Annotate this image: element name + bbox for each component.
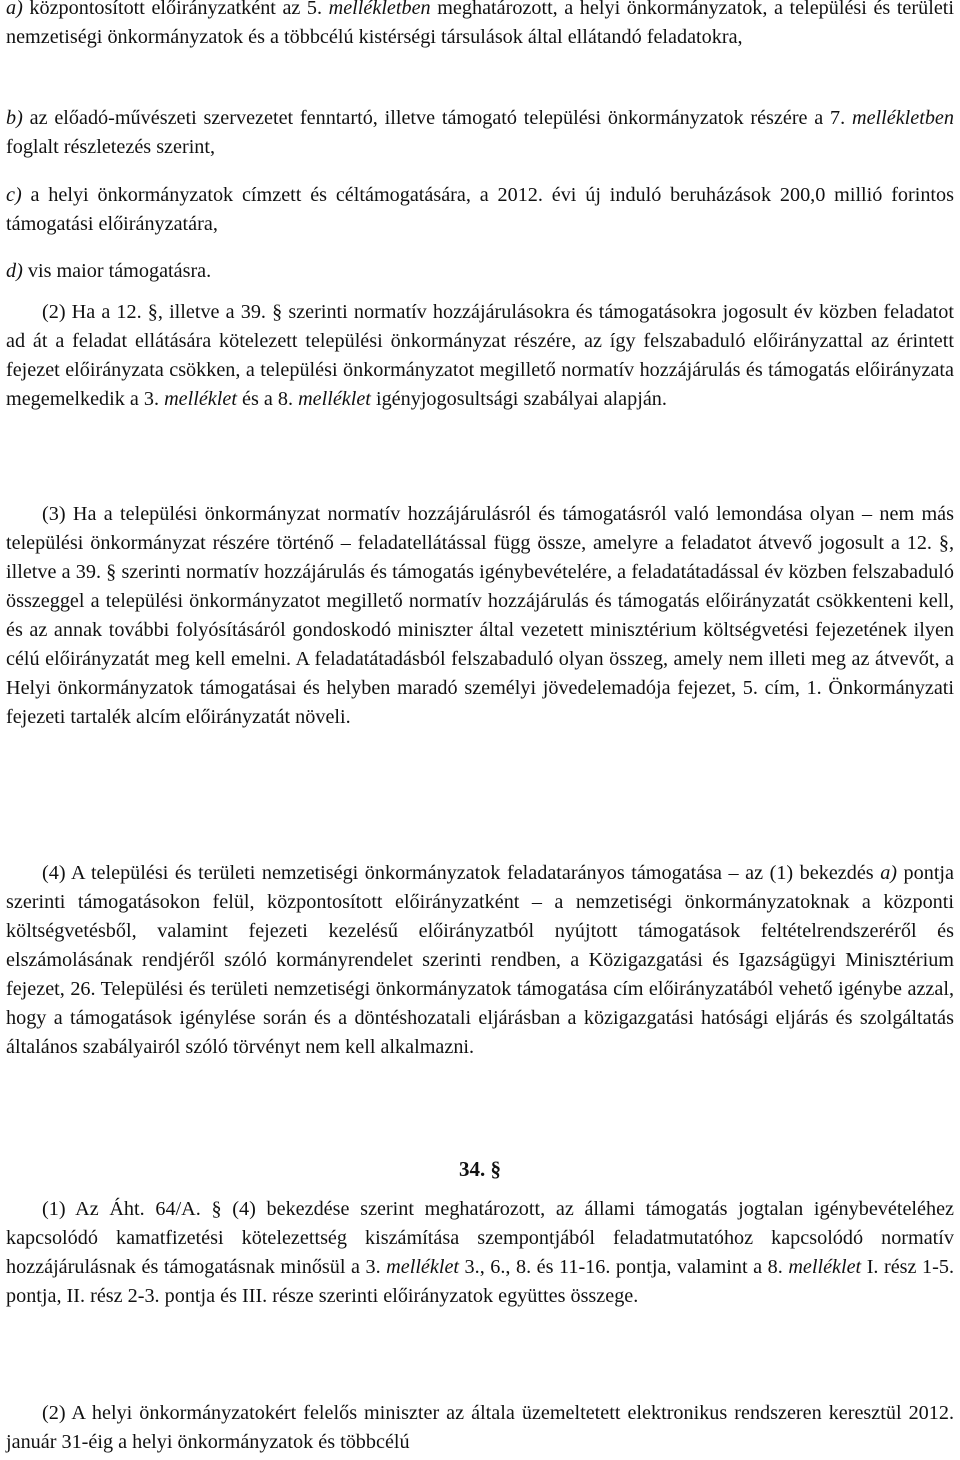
section-34-paragraph-1	[6, 1195, 954, 1311]
list-marker: c)	[6, 184, 22, 206]
body-text: (3) Ha a települési önkormányzat normatív hozzájárulásról és támogatásról való lemondása olyan – nem más települési önkormányzat részére történő – feladatellátással függ össze, amelyre a feladatot átvevő jogosult a 12. §, illetve a 39. § szerinti normatív hozzájárulás és támogatás igénybevételére, a feladatátadással év közben felszabaduló összeggel a települési önkormányzatot megillető normatív hozzájárulás és támogatás előirányzatát csökkenteni kell, és az annak további folyósításáról gondoskodó miniszter által vezetett minisztérium költségvetési fejezetének ilyen célú előirányzatát meg kell emelni. A feladatátadásból felszabaduló olyan összeg, amely nem illeti meg az átvevőt, a Helyi önkormányzatok támogatásai és helyben maradó személyi jövedelemadója fejezet, 5. cím, 1. Önkormányzati fejezeti tartalék alcím előirányzatát növeli.	[6, 503, 954, 728]
italic-text: melléklet	[298, 388, 371, 410]
body-text: és a 8.	[236, 388, 299, 410]
body-text: (4) A települési és területi nemzetiségi önkormányzatok feladatarányos támogatása – az (1) bekezdés	[42, 862, 881, 884]
body-text: az előadó-művészeti szervezetet fenntartó, illetve támogató települési önkormányzatok részére a 7.	[22, 107, 852, 129]
body-text: (2) A helyi önkormányzatokért felelős miniszter az általa üzemeltetett elektronikus rendszeren keresztül 2012. január 31-éig a helyi önkormányzatok és többcélú	[6, 1402, 954, 1453]
body-text: meghatározott, a helyi önkormányzatok, a települési és területi nemzetiségi önkormányzatok és a többcélú kistérségi társulások által ellátandó feladatokra,	[6, 0, 954, 48]
italic-text: melléklet	[788, 1256, 862, 1278]
italic-text: melléklet	[386, 1256, 460, 1278]
section-heading: 34. §	[459, 1157, 501, 1181]
italic-text: mellékletben	[328, 0, 431, 19]
section-34-paragraph-2	[6, 1399, 954, 1457]
list-item-a	[6, 0, 954, 52]
body-text: (1) Az Áht. 64/A. § (4) bekezdése szerint meghatározott, az állami támogatás jogtalan igénybevételéhez kapcsolódó kamatfizetési kötelezettség kiszámítása szempontjából feladatmutatóhoz kapcsolódó normatív hozzájárulásnak és támogatásnak minősül a 3.	[6, 1198, 954, 1278]
body-text: a helyi önkormányzatok címzett és céltámogatására, a 2012. évi új induló beruházások 200,0 millió forintos támogatási előirányzatára,	[6, 184, 954, 235]
body-text: vis maior támogatásra.	[22, 260, 212, 282]
paragraph-4	[6, 859, 954, 1062]
list-marker: a)	[6, 0, 23, 19]
body-text: központosított előirányzatként az 5.	[22, 0, 329, 19]
body-text: I. rész 1-5. pontja, II. rész 2-3. pontja és III. része szerinti előirányzatok együttes összege.	[6, 1256, 954, 1307]
paragraph-3	[6, 500, 954, 732]
paragraph-2	[6, 298, 954, 414]
body-text: (2) Ha a 12. §, illetve a 39. § szerinti normatív hozzájárulásokra és támogatásokra jogosult év közben feladatot ad át a feladat ellátására kötelezett települési önkormányzat részére, az így felszabaduló előirányzattal az érintett fejezet előirányzata csökken, a települési önkormányzatot megillető normatív hozzájárulás és támogatás előirányzata megemelkedik a 3.	[6, 301, 954, 410]
italic-text: melléklet	[164, 388, 237, 410]
list-item-c	[6, 181, 954, 239]
italic-text: mellékletben	[851, 107, 954, 129]
body-text: igényjogosultsági szabályai alapján.	[370, 388, 667, 410]
list-marker: d)	[6, 260, 23, 282]
list-marker: b)	[6, 107, 23, 129]
body-text: foglalt részletezés szerint,	[6, 136, 216, 158]
body-text: 3., 6., 8. és 11-16. pontja, valamint a 8.	[459, 1256, 789, 1278]
italic-text: a)	[880, 862, 898, 884]
body-text: pontja szerinti támogatásokon felül, központosított előirányzatként – a nemzetiségi önkormányzatoknak a központi költségvetésből, valamint fejezeti kezelésű előirányzatból nyújtott támogatások feltételrendszeréről és elszámolásának rendjéről szóló kormányrendelet szerinti rendben, a Közigazgatási és Igazságügyi Minisztérium fejezet, 26. Települési és területi nemzetiségi önkormányzatok támogatása cím előirányzatából vehető igénybe azzal, hogy a támogatások igénylése során és a döntéshozatali eljárásban a közigazgatási hatósági eljárás és szolgáltatás általános szabályairól szóló törvényt nem kell alkalmazni.	[6, 862, 955, 1058]
list-item-b	[6, 104, 954, 162]
list-item-d	[6, 257, 954, 286]
